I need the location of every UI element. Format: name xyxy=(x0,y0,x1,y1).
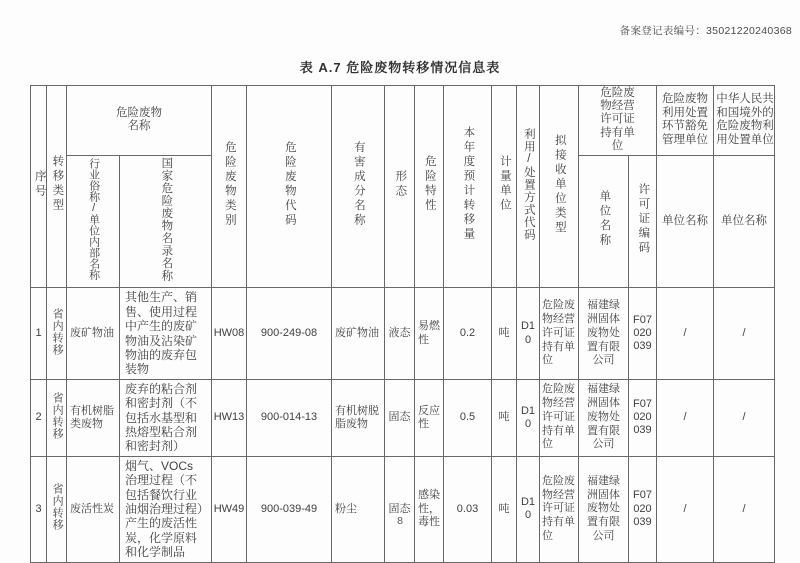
cell-transfer-type-text: 省内转移 xyxy=(51,483,64,532)
registration-number: 备案登记表编号：35021220240368 xyxy=(619,25,792,37)
header-seq xyxy=(31,86,47,288)
header-receiver-type xyxy=(540,86,579,288)
header-harmful xyxy=(332,86,385,288)
header-overseas-unit-name-label: 单位名称 xyxy=(721,214,767,227)
header-receiver-type-label: 拟接收单位类型 xyxy=(553,133,566,236)
page-number: 8 xyxy=(397,515,403,527)
cell-seq: 2 xyxy=(31,379,47,456)
header-row-groups xyxy=(31,86,775,156)
header-hazard xyxy=(415,86,444,288)
cell-category: HW49 xyxy=(212,456,247,562)
cell-category: HW08 xyxy=(212,288,247,379)
cell-transfer-type xyxy=(47,456,67,562)
cell-transfer-type xyxy=(47,288,67,379)
header-transfer-type-label: 转移类型 xyxy=(51,155,64,214)
header-category xyxy=(212,86,247,288)
cell-transfer-type-text: 省内转移 xyxy=(51,307,64,356)
table-row xyxy=(31,379,775,456)
header-catalog-name-label: 国家危险废物名录名称 xyxy=(160,156,173,282)
cell-disposal-code: D10 xyxy=(517,379,540,456)
cell-category: HW13 xyxy=(212,379,247,456)
cell-license-unit: 福建绿洲固体废物处置有限公司 xyxy=(579,288,629,379)
cell-license-unit: 福建绿洲固体废物处置有限公司 xyxy=(579,379,629,456)
header-code xyxy=(247,86,332,288)
header-unit-label: 计量单位 xyxy=(498,155,511,214)
header-transfer-type xyxy=(47,86,67,288)
header-license-code-label: 许可证编码 xyxy=(637,182,650,256)
header-overseas-unit-name xyxy=(714,155,775,288)
cell-amount: 0.2 xyxy=(444,288,492,379)
header-exempt-group-label: 危险废物利用处置环节豁免管理单位 xyxy=(662,92,708,147)
cell-overseas-unit: / xyxy=(714,379,775,456)
header-form xyxy=(385,86,415,288)
cell-exempt-unit: / xyxy=(657,456,714,562)
header-industry-name-label: 行业俗称/单位内部名称 xyxy=(87,158,100,281)
cell-code: 900-249-08 xyxy=(247,288,332,379)
header-disposal-code-label: 利用/处置方式代码 xyxy=(522,127,535,241)
cell-code: 900-039-49 xyxy=(247,456,332,562)
cell-unit: 吨 xyxy=(492,456,517,562)
cell-seq: 3 xyxy=(31,456,47,562)
header-unit xyxy=(492,86,517,288)
cell-form: 固态 xyxy=(385,456,415,562)
header-exempt-unit-name xyxy=(657,155,714,288)
cell-receiver-type: 危险废物经营许可证持有单位 xyxy=(540,456,579,562)
cell-exempt-unit: / xyxy=(657,288,714,379)
header-exempt-group xyxy=(657,86,714,156)
cell-overseas-unit: / xyxy=(714,288,775,379)
cell-amount: 0.5 xyxy=(444,379,492,456)
cell-industry-name: 有机树脂类废物 xyxy=(67,379,120,456)
header-catalog-name xyxy=(120,155,212,288)
header-license-code xyxy=(629,155,657,288)
header-waste-name-group-label: 危险废物名称 xyxy=(116,106,162,133)
cell-harmful: 有机树脱脂废物 xyxy=(332,379,385,456)
header-form-label: 形态 xyxy=(394,169,407,199)
cell-hazard: 感染性，毒性 xyxy=(415,456,444,562)
header-waste-name-group xyxy=(67,86,212,156)
cell-transfer-type xyxy=(47,379,67,456)
cell-license-code: F07020039 xyxy=(629,379,657,456)
cell-transfer-type-text: 省内转移 xyxy=(51,391,64,440)
header-license-unit-name xyxy=(579,155,629,288)
header-overseas-group-label: 中华人民共和国境外的危险废物利用处置单位 xyxy=(716,92,774,147)
hazardous-waste-transfer-table xyxy=(30,85,775,563)
cell-unit: 吨 xyxy=(492,379,517,456)
table-row xyxy=(31,456,775,562)
header-exempt-unit-name-label: 单位名称 xyxy=(662,214,708,227)
cell-catalog-name: 废弃的粘合剂和密封剂（不包括水基型和热熔型粘合剂和密封剂） xyxy=(120,379,212,456)
cell-receiver-type: 危险废物经营许可证持有单位 xyxy=(540,379,579,456)
header-license-unit-name-label: 单位名称 xyxy=(598,190,611,249)
cell-industry-name: 废活性炭 xyxy=(67,456,120,562)
cell-harmful: 废矿物油 xyxy=(332,288,385,379)
cell-receiver-type: 危险废物经营许可证持有单位 xyxy=(540,288,579,379)
page-title: 表 A.7 危险废物转移情况信息表 xyxy=(299,60,501,75)
header-seq-label: 序号 xyxy=(33,169,46,199)
header-license-group-label: 危险废物经营许可证持有单位 xyxy=(600,87,635,152)
cell-harmful: 粉尘 xyxy=(332,456,385,562)
cell-seq: 1 xyxy=(31,288,47,379)
cell-overseas-unit: / xyxy=(714,456,775,562)
cell-disposal-code: D10 xyxy=(517,456,540,562)
cell-industry-name: 废矿物油 xyxy=(67,288,120,379)
header-code-label: 危险废物代码 xyxy=(283,140,296,228)
header-overseas-group xyxy=(714,86,775,156)
header-category-label: 危险废物类别 xyxy=(223,140,236,228)
cell-amount: 0.03 xyxy=(444,456,492,562)
cell-license-unit: 福建绿洲固体废物处置有限公司 xyxy=(579,456,629,562)
cell-hazard: 反应性 xyxy=(415,379,444,456)
header-hazard-label: 危险特性 xyxy=(423,155,436,214)
cell-form: 固态 xyxy=(385,379,415,456)
header-disposal-code xyxy=(517,86,540,288)
header-harmful-label: 有害成分名称 xyxy=(352,140,365,228)
cell-catalog-name: 其他生产、销售、使用过程中产生的废矿物油及沾染矿物油的废弃包装物 xyxy=(120,288,212,379)
cell-exempt-unit: / xyxy=(657,379,714,456)
cell-form: 液态 xyxy=(385,288,415,379)
header-amount xyxy=(444,86,492,288)
cell-license-code: F07020039 xyxy=(629,288,657,379)
table-row xyxy=(31,288,775,379)
cell-license-code: F07020039 xyxy=(629,456,657,562)
cell-disposal-code: D10 xyxy=(517,288,540,379)
cell-hazard: 易燃性 xyxy=(415,288,444,379)
cell-catalog-name: 烟气、VOCs 治理过程（不包括餐饮行业油烟治理过程）产生的废活性炭，化学原料和化学制品 xyxy=(120,456,212,562)
cell-unit: 吨 xyxy=(492,288,517,379)
header-industry-name xyxy=(67,155,120,288)
header-amount-label: 本年度预计转移量 xyxy=(462,126,475,243)
cell-code: 900-014-13 xyxy=(247,379,332,456)
header-license-group xyxy=(579,86,657,156)
